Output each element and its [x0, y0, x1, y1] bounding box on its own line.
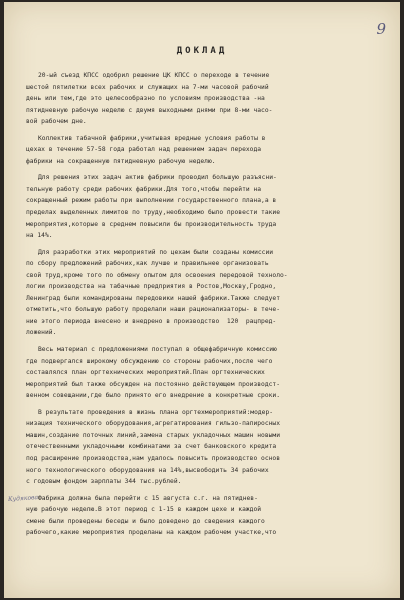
paragraph [26, 407, 386, 488]
page-number: 9 [376, 20, 386, 38]
document-title: ДОКЛАД [176, 46, 228, 56]
text-line: цехах в течение 57-58 года работал над решением задач перехода [26, 146, 262, 154]
paragraph [26, 70, 386, 128]
text-line: день или тем,где это целесообразно по условиям производства -на [26, 95, 265, 103]
text-line: Для разработки этих мероприятий по цехам были созданы комиссии [38, 248, 274, 256]
text-line: Ленинград были командированы передовики нашей фабрики.Также следует [26, 294, 281, 302]
text-line: низация технического оборудования,агрегатирования гильзо-папиросных [26, 420, 281, 428]
text-line: фабрики на сокращенную пятидневную рабочую неделю. [26, 157, 216, 165]
paragraph [26, 493, 386, 539]
document-body [26, 70, 386, 539]
text-line: рабочего,какие мероприятия проделаны на каждом рабочем участке,что [26, 529, 277, 537]
text-line: с годовым фондом зарплаты 344 тыс.рублей. [26, 478, 182, 486]
text-line: машин,создание поточных линий,замена старых укладочных машин новыми [26, 431, 281, 439]
paragraph [26, 247, 386, 339]
text-line: на 14%. [26, 232, 53, 240]
text-line: ного технологического оборудования на 14%,высвободить 34 рабочих [26, 466, 269, 474]
text-line: по сбору предложений рабочих,как лучше и правильнее организовать [26, 260, 269, 268]
text-line: ложений. [26, 329, 57, 337]
text-line: шестой пятилетки всех рабочих и служащих на 7-ми часовой рабочий [26, 83, 269, 91]
text-line: Коллектив табачной фабрики,учитывая вредные условия работы в [38, 134, 266, 142]
text-line: смене были проведены беседы и было доведено до сведения каждого [26, 517, 265, 525]
text-line: ную рабочую неделю.В этот период с 1-15 в каждом цехе и каждой [26, 506, 262, 514]
margin-handwritten-note: Кудякова [7, 493, 39, 504]
text-line: логии производства на табачные предприятия в Ростов,Москву,Гродно, [26, 283, 277, 291]
paragraph [26, 133, 386, 168]
text-line: пятидневную рабочую неделю с двумя выходными днями при 8-ми часо- [26, 106, 273, 114]
text-line: свой труд,кроме того по обмену опытом для освоения передовой техноло- [26, 271, 288, 279]
text-line: где подвергался широкому обсуждению со стороны рабочих,после чего [26, 357, 273, 365]
document-page [4, 2, 400, 598]
text-line: Фабрика должна была перейти с 15 августа с.г. на пятиднев- [38, 494, 258, 502]
text-line: отметить,что большую работу проделали наши рационализаторы- в тече- [26, 306, 281, 314]
text-line: под расширение производства,нам удалось повысить производство основ [26, 454, 281, 462]
text-line: Весь материал с предложениями поступал в общефабричную комиссию [38, 346, 277, 354]
text-line: 20-ый съезд КПСС одобрил решение ЦК КПСС о переходе в течение [38, 72, 270, 79]
text-line: составлялся план оргтехнических мероприятий.План оргтехнических [26, 369, 265, 377]
text-line: вой рабочем дне. [26, 118, 87, 126]
text-line: мероприятия,которые в среднем повысили бы производительность труда [26, 220, 277, 228]
text-line: Для решения этих задач актив фабрики проводил большую разъясни- [38, 174, 277, 182]
text-line: венном совещании,где было принято его внедрение в конкретные сроки. [26, 392, 281, 400]
text-line: сокращенный режим работы при выполнении государственного плана,а в [26, 197, 277, 205]
paragraph [26, 172, 386, 241]
text-line: пределах выделенных лимитов по труду,необходимо было провести такие [26, 209, 281, 217]
text-line: ние этого периода внесено и внедрено в производство 120 рацпред- [26, 317, 277, 325]
paragraph [26, 344, 386, 402]
text-line: тельную работу среди рабочих фабрики.Для того,чтобы перейти на [26, 185, 262, 193]
text-line: мероприятий был также обсужден на постоянно действующем производст- [26, 380, 281, 388]
text-line: В результате проведения в жизнь плана оргтехмероприятий:модер- [38, 408, 274, 416]
text-line: отечественными укладочными комбинатами за счет банковского кредита [26, 443, 277, 451]
